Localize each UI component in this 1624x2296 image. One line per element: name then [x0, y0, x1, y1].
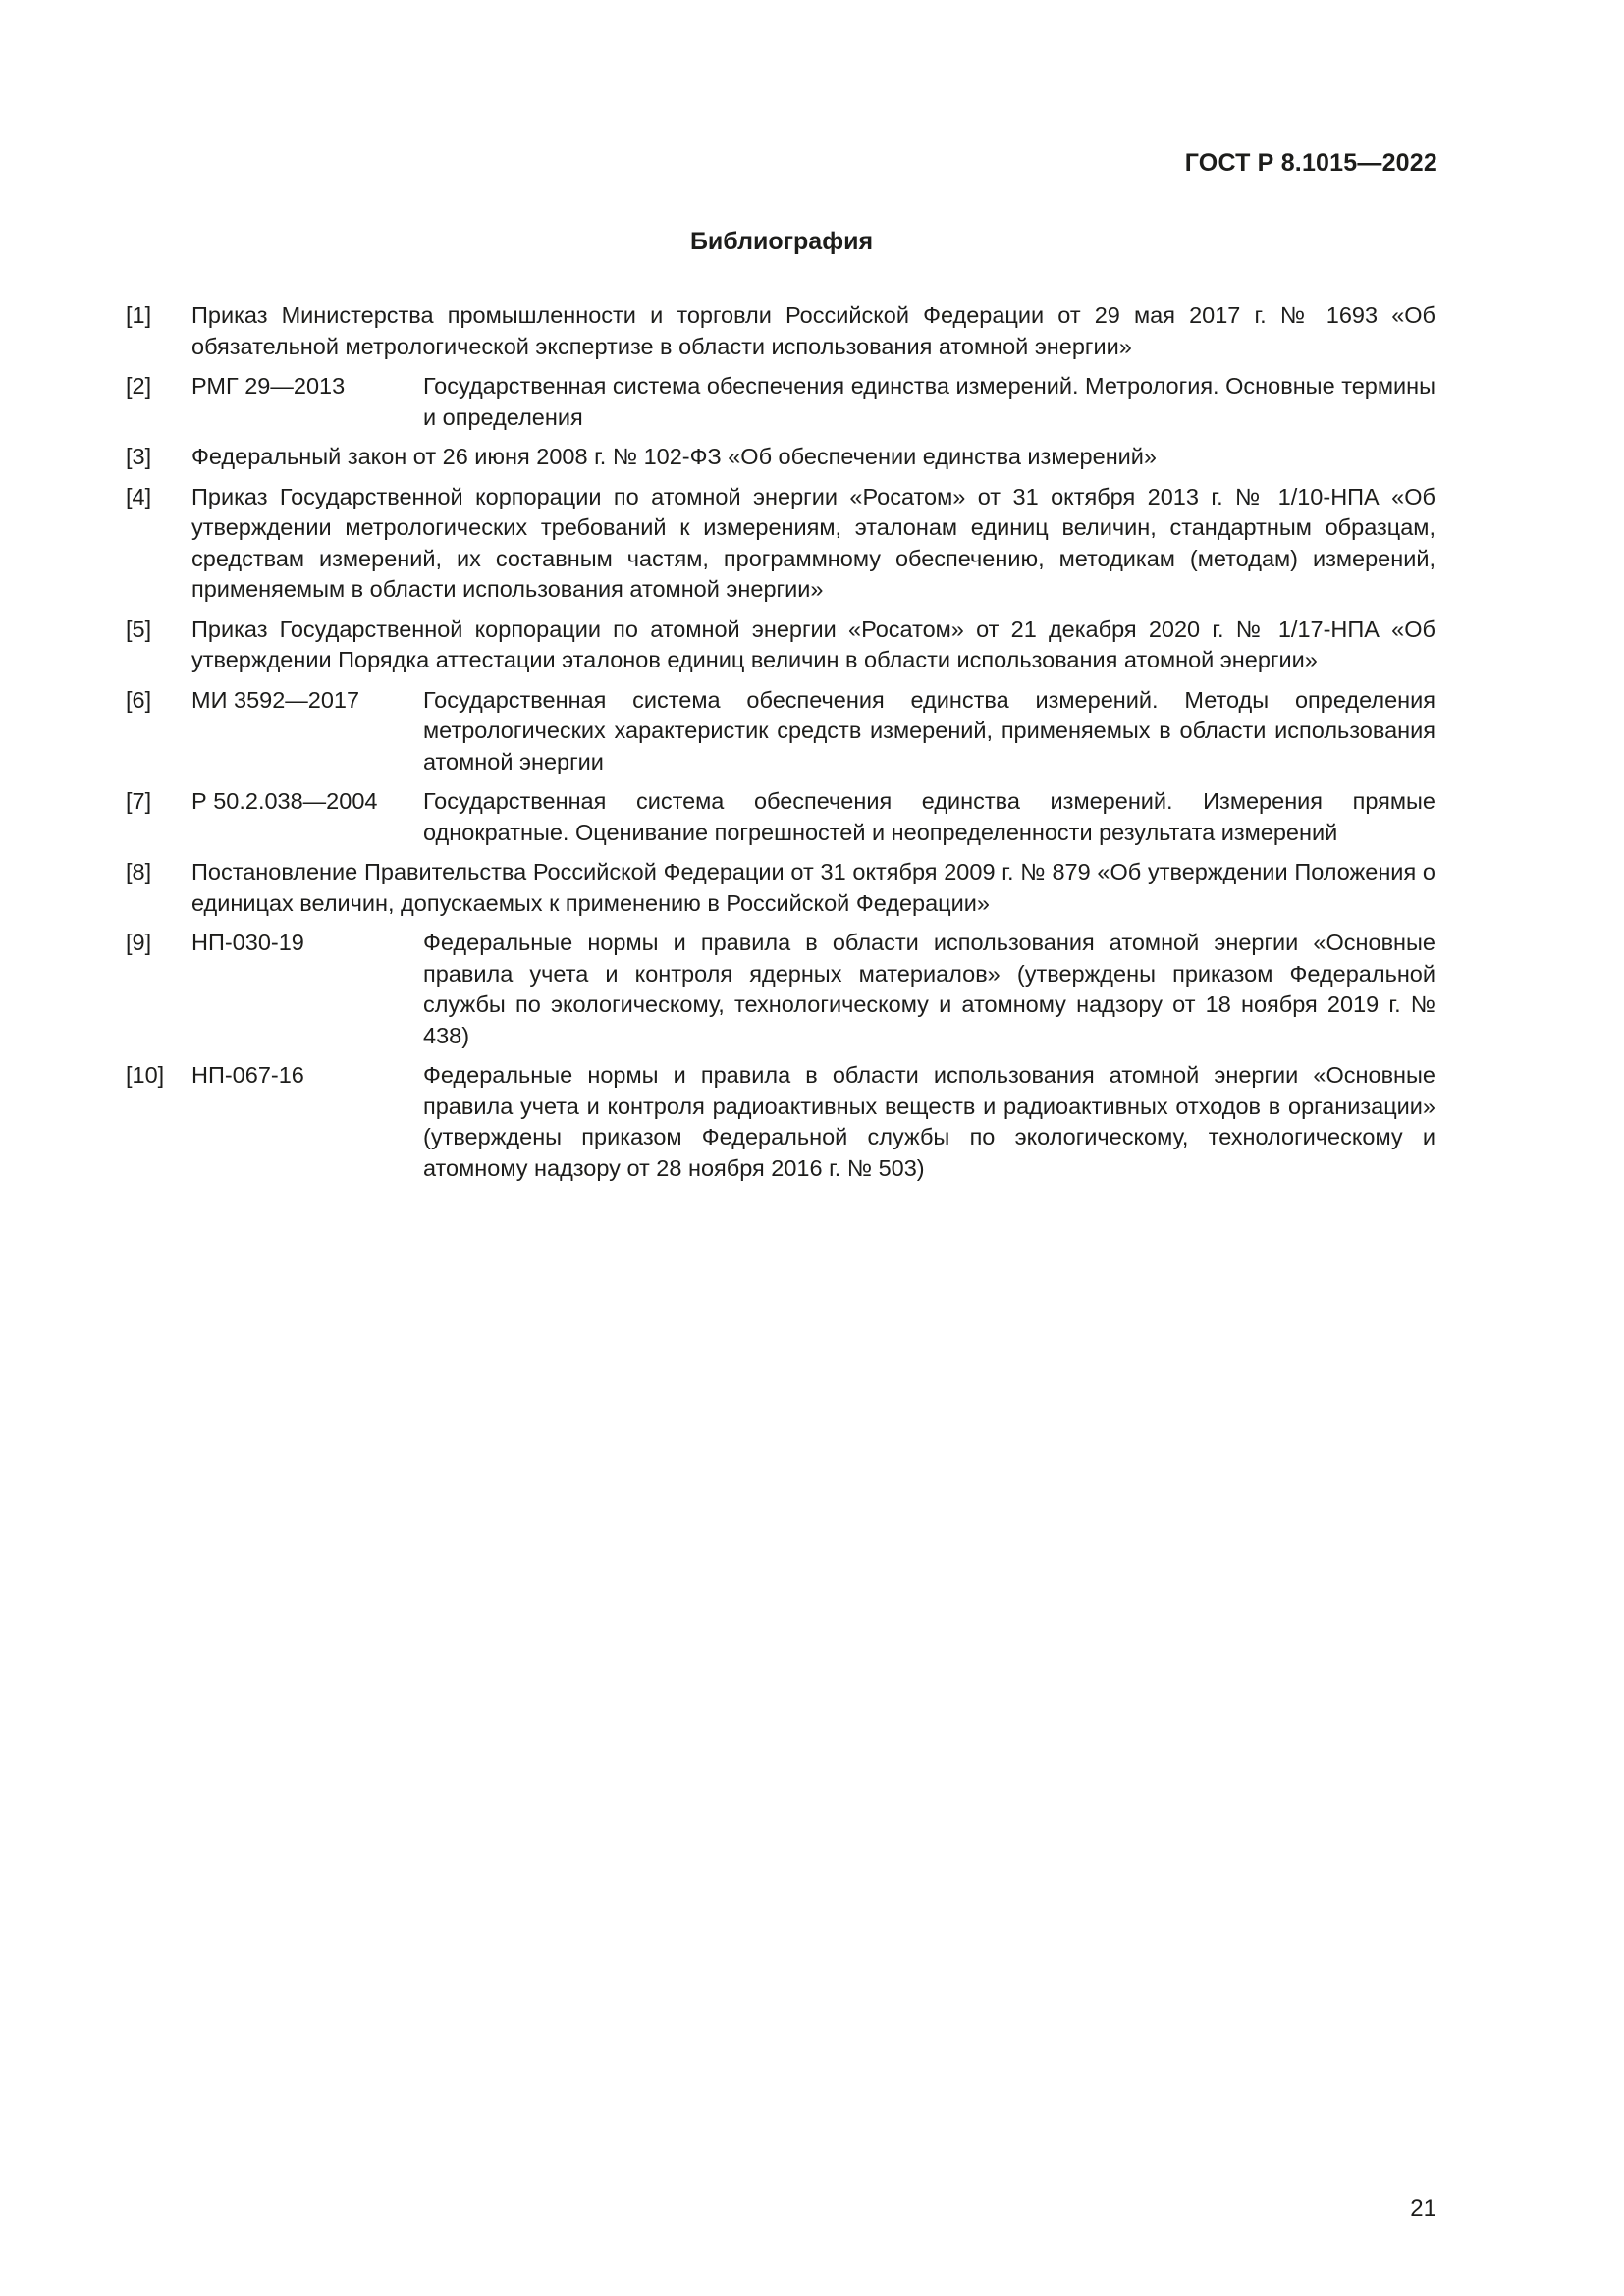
- entry-number: [3]: [126, 444, 152, 469]
- bibliography-entry-4: [126, 482, 1435, 606]
- entry-designation: РМГ 29—2013: [191, 373, 346, 399]
- entry-number: [7]: [126, 788, 152, 814]
- entry-text: Федеральный закон от 26 июня 2008 г. № 102-ФЗ «Об обеспечении единства измерений»: [191, 444, 1157, 469]
- entry-number: [1]: [126, 302, 152, 328]
- entry-number: [9]: [126, 930, 152, 955]
- document-code: ГОСТ Р 8.1015—2022: [1184, 149, 1437, 177]
- bibliography-entry-6: [126, 685, 1435, 778]
- entry-number: [6]: [126, 686, 152, 713]
- entry-text: Приказ Министерства промышленности и торговли Российской Федерации от 29 мая 2017 г. № 1693 «Об обязательной метрологической экспертизе в области использования атомной энергии»: [191, 302, 1435, 359]
- entry-text: Федеральные нормы и правила в области использования атомной энергии «Основные правила учета и контроля радиоактивных веществ и радиоактивных отходов в организации» (утверждены приказом Федеральной службы по экологическому, технологическому и атомному надзору от 28 ноября 2016 г. № 503): [423, 1062, 1435, 1181]
- entry-designation: НП-030-19: [191, 930, 304, 955]
- entry-number: [4]: [126, 483, 152, 509]
- entry-text: Постановление Правительства Российской Федерации от 31 октября 2009 г. № 879 «Об утверждении Положения о единицах величин, допускаемых к применению в Российской Федерации»: [191, 859, 1435, 916]
- bibliography-entry-8: [126, 857, 1435, 919]
- bibliography-entry-3: [126, 442, 1435, 473]
- entry-number: [10]: [126, 1062, 165, 1088]
- entry-text: Государственная система обеспечения единства измерений. Измерения прямые однократные. Оценивание погрешностей и неопределенности результата измерений: [423, 788, 1435, 845]
- entry-designation: МИ 3592—2017: [191, 686, 360, 713]
- entry-designation: НП-067-16: [191, 1062, 304, 1088]
- bibliography-entry-2: [126, 371, 1435, 433]
- bibliography-entry-9: [126, 928, 1435, 1051]
- entry-text: Приказ Государственной корпорации по атомной энергии «Росатом» от 21 декабря 2020 г. № 1/17-НПА «Об утверждении Порядка аттестации эталонов единиц величин в области использования атомной энергии»: [191, 615, 1435, 672]
- bibliography-entry-7: [126, 786, 1435, 848]
- entry-number: [8]: [126, 859, 152, 884]
- entry-designation: Р 50.2.038—2004: [191, 788, 378, 814]
- bibliography-entry-10: [126, 1060, 1435, 1184]
- bibliography-list: [126, 300, 1435, 1193]
- entry-text: Государственная система обеспечения единства измерений. Метрология. Основные термины и определения: [423, 373, 1435, 430]
- entry-text: Приказ Государственной корпорации по атомной энергии «Росатом» от 31 октября 2013 г. № 1/10-НПА «Об утверждении метрологических требований к измерениям, эталонам единиц величин, стандартным образцам, средствам измерений, их составным частям, программному обеспечению, методикам (методам) измерений, применяемым в области использования атомной энергии»: [191, 483, 1435, 602]
- entry-number: [5]: [126, 615, 152, 642]
- bibliography-entry-5: [126, 614, 1435, 676]
- page-number: 21: [1410, 2195, 1436, 2221]
- bibliography-entry-1: [126, 300, 1435, 362]
- entry-text: Государственная система обеспечения единства измерений. Методы определения метрологических характеристик средств измерений, применяемых в области использования атомной энергии: [423, 686, 1435, 774]
- entry-text: Федеральные нормы и правила в области использования атомной энергии «Основные правила учета и контроля ядерных материалов» (утверждены приказом Федеральной службы по экологическому, технологическому и атомному надзору от 18 ноября 2019 г. № 438): [423, 930, 1435, 1048]
- section-title: Библиография: [689, 228, 874, 255]
- entry-number: [2]: [126, 373, 152, 399]
